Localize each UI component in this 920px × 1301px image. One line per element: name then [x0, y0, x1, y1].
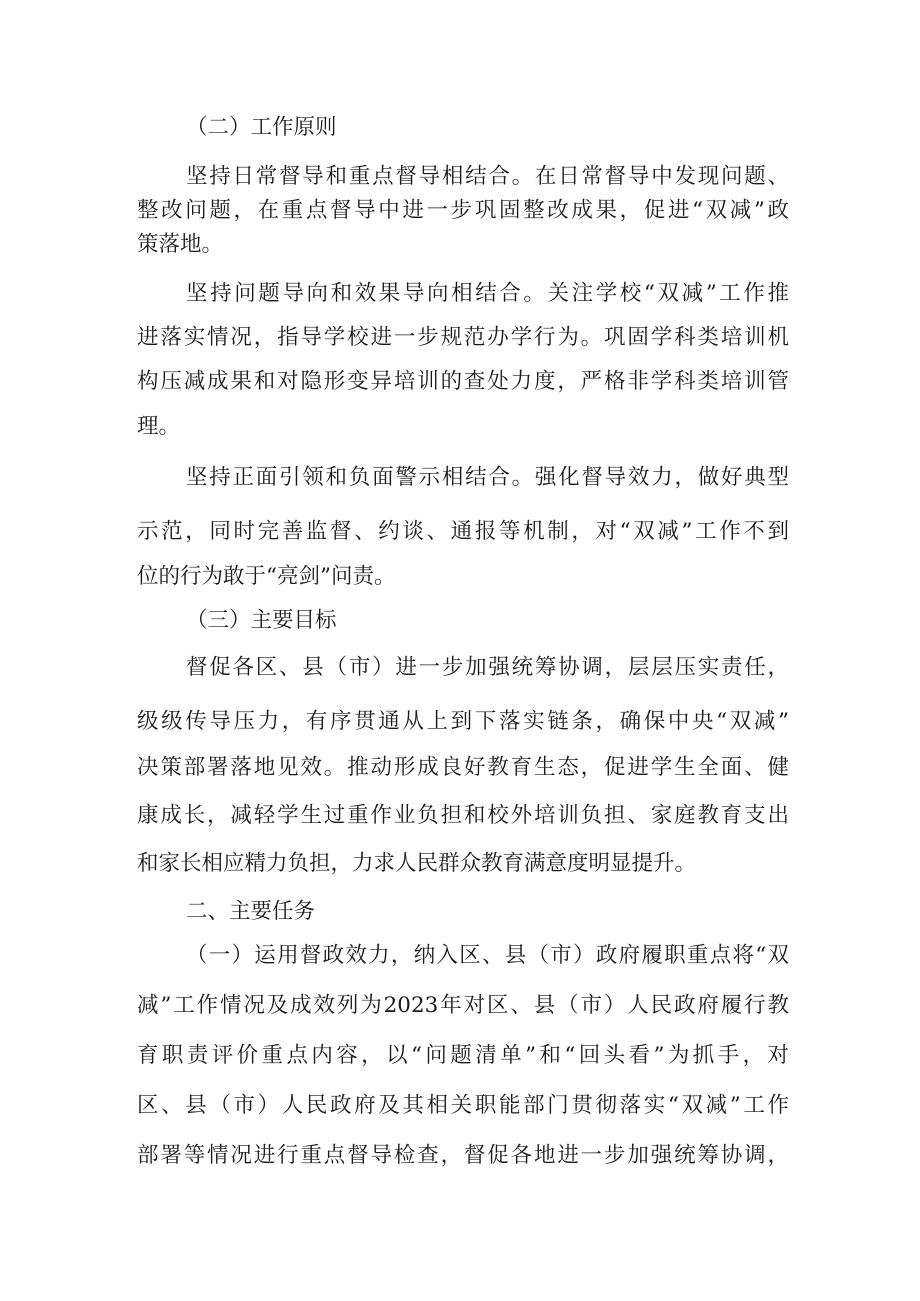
paragraph-line: 位的行为敢于“亮剑”问责。: [137, 564, 396, 589]
paragraph-line: 理。: [137, 414, 181, 439]
paragraph-line: 部署等情况进行重点督导检查，督促各地进一步加强统筹协调，: [137, 1143, 789, 1168]
paragraph-line: 育职责评价重点内容，以“问题清单”和“回头看”为抓手，对: [137, 1043, 789, 1068]
paragraph-line: 策落地。: [137, 232, 224, 257]
paragraph-line: 决策部署落地见效。推动形成良好教育生态，促进学生全面、健: [137, 755, 789, 780]
paragraph-line: 区、县（市）人民政府及其相关职能部门贯彻落实“双减”工作: [137, 1093, 789, 1118]
paragraph-line: 和家长相应精力负担，力求人民群众教育满意度明显提升。: [137, 851, 697, 876]
paragraph-line: 构压减成果和对隐形变异培训的查处力度，严格非学科类培训管: [137, 369, 789, 394]
paragraph-line: 减”工作情况及成效列为2023年对区、县（市）人民政府履行教: [137, 993, 789, 1018]
paragraph-line: 督促各区、县（市）进一步加强统筹协调，层层压实责任，: [186, 655, 789, 680]
section-heading-main-goals: （三）主要目标: [186, 608, 337, 633]
paragraph-line: 康成长，减轻学生过重作业负担和校外培训负担、家庭教育支出: [137, 803, 789, 828]
paragraph-line: 坚持正面引领和负面警示相结合。强化督导效力，做好典型: [186, 465, 789, 490]
paragraph-line: 坚持问题导向和效果导向相结合。关注学校“双减”工作推: [186, 281, 789, 306]
paragraph-line: 级级传导压力，有序贯通从上到下落实链条，确保中央“双减”: [137, 709, 789, 734]
paragraph-line: 坚持日常督导和重点督导相结合。在日常督导中发现问题、: [186, 164, 789, 189]
paragraph-line: 进落实情况，指导学校进一步规范办学行为。巩固学科类培训机: [137, 325, 789, 350]
paragraph-line: 整改问题，在重点督导中进一步巩固整改成果，促进“双减”政: [137, 198, 789, 223]
paragraph-line: （一）运用督政效力，纳入区、县（市）政府履职重点将“双: [186, 943, 789, 968]
section-heading-work-principles: （二）工作原则: [186, 115, 337, 140]
section-heading-main-tasks: 二、主要任务: [186, 899, 316, 924]
paragraph-line: 示范，同时完善监督、约谈、通报等机制，对“双减”工作不到: [137, 519, 789, 544]
